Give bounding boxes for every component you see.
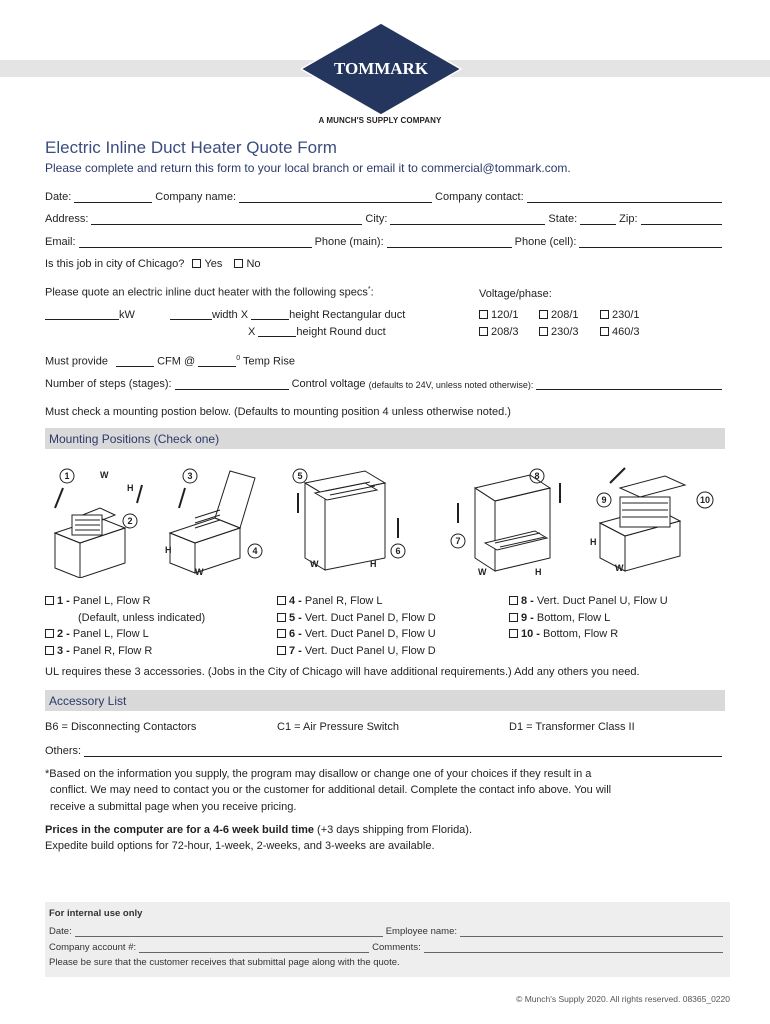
kw-label: kW [119,309,135,321]
mount-option-number: 7 - [289,645,302,657]
mount-option-number: 3 - [57,645,70,657]
mount-checkbox[interactable] [509,629,518,638]
mount-option-5[interactable] [277,612,436,624]
mount-option-text: Panel R, Flow R [72,645,153,657]
mount-option-8[interactable] [509,595,668,607]
others-row [45,743,725,757]
mount-checkbox[interactable] [45,596,54,605]
voltage-checkbox[interactable] [600,310,609,319]
phone-cell-field[interactable] [579,237,722,248]
voltage-option-2[interactable] [539,309,579,321]
internal-reminder: Please be sure that the customer receives that submittal page along with the quote. [49,957,400,968]
build-time-note [45,824,472,836]
steps-label: Number of steps (stages): [45,378,172,390]
diagram-number: 4 [252,546,258,556]
phone-main-label: Phone (main): [314,236,384,248]
voltage-checkbox[interactable] [600,327,609,336]
others-label: Others: [45,745,82,757]
mount-option-text: Panel L, Flow R [72,595,151,607]
temp-rise-label: Temp Rise [243,355,295,368]
control-voltage-note: (defaults to 24V, unless noted otherwise): [368,380,534,390]
mount-option-9[interactable] [509,612,610,624]
mount-option-text: Vert. Duct Panel U, Flow U [536,595,668,607]
company-account-field[interactable] [139,943,369,953]
company-name-label: Company name: [155,191,237,203]
mount-checkbox[interactable] [509,613,518,622]
voltage-label: Voltage/phase: [479,288,552,300]
copyright-footer: © Munch's Supply 2020. All rights reserved. 08365_0220 [516,994,730,1004]
comments-label: Comments: [372,942,421,953]
form-title: Electric Inline Duct Heater Quote Form [45,138,337,157]
mount-option-text: Vert. Duct Panel D, Flow U [304,628,436,640]
accessory-item: B6 = Disconnecting Contactors [45,721,197,733]
round-duct-row [248,326,386,338]
round-x-label: X [248,326,256,338]
voltage-checkbox[interactable] [479,327,488,336]
disclaimer-line-1: *Based on the information you supply, the program may disallow or change one of your choices if they result in a [45,768,592,780]
chicago-question-row [45,258,261,270]
kw-row [45,309,135,321]
internal-use-box [45,902,730,977]
mount-checkbox[interactable] [277,646,286,655]
email-field[interactable] [79,237,312,248]
internal-date-label: Date: [49,926,72,937]
mount-option-10[interactable] [509,628,618,640]
round-height-label: height Round duct [296,326,386,338]
chicago-question: Is this job in city of Chicago? [45,258,185,270]
internal-row-1 [49,921,726,937]
mount-option-text: Panel R, Flow L [304,595,383,607]
ul-requirements-note: UL requires these 3 accessories. (Jobs in the City of Chicago will have additional requirements.) Add any others you need. [45,666,640,678]
mount-option-text: Vert. Duct Panel U, Flow D [304,645,436,657]
mounting-diagram-1-2 [45,463,145,578]
mount-option-7[interactable] [277,645,436,657]
chicago-yes-label: Yes [204,258,223,270]
mount-option-number: 6 - [289,628,302,640]
voltage-checkbox[interactable] [479,310,488,319]
voltage-option-label: 230/3 [551,326,579,338]
diagram-h-label: H [127,483,134,493]
mount-checkbox[interactable] [45,646,54,655]
voltage-option-3[interactable] [600,309,640,321]
disclaimer-line-3: receive a submittal page when you receive pricing. [50,801,297,813]
mount-option-number: 4 - [289,595,302,607]
contact-row-2 [45,211,725,225]
accessory-item: C1 = Air Pressure Switch [277,721,399,733]
mounting-diagram-7-8 [450,463,575,578]
diagram-w-label: W [100,470,109,480]
email-label: Email: [45,236,76,248]
chicago-no-checkbox[interactable] [234,259,243,268]
build-time-bold: Prices in the computer are for a 4-6 week build time [45,824,314,836]
mounting-note: Must check a mounting postion below. (Defaults to mounting position 4 unless otherwise noted.) [45,406,511,418]
diagram-number: 2 [127,516,133,526]
accessory-item: D1 = Transformer Class II [509,721,635,733]
cfm-field[interactable] [116,356,154,367]
expedite-note: Expedite build options for 72-hour, 1-week, 2-weeks, and 3-weeks are available. [45,840,435,852]
diagram-number: 9 [601,495,607,505]
width-field[interactable] [170,309,212,320]
mount-checkbox[interactable] [509,596,518,605]
mounting-diagram-9-10 [590,463,720,578]
diagram-h-label: H [165,545,172,555]
form-subtitle: Please complete and return this form to your local branch or email it to commercial@tommark.com. [45,161,571,175]
employee-name-field[interactable] [460,927,723,937]
voltage-option-label: 208/1 [551,309,579,321]
specs-intro-colon: : [370,286,374,299]
chicago-yes-checkbox[interactable] [192,259,201,268]
kw-field[interactable] [45,309,119,320]
others-field[interactable] [84,746,722,757]
voltage-checkbox[interactable] [539,327,548,336]
phone-cell-label: Phone (cell): [514,236,577,248]
diagram-w-label: W [310,559,319,569]
diagram-number: 1 [64,471,70,481]
mount-option-text: Vert. Duct Panel D, Flow D [304,612,436,624]
mount-option-6[interactable] [277,628,436,640]
mount-checkbox[interactable] [277,613,286,622]
diagram-h-label: H [535,567,542,577]
voltage-option-label: 120/1 [491,309,519,321]
voltage-option-1[interactable] [479,309,519,321]
diagram-number: 5 [297,471,303,481]
temp-rise-field[interactable] [198,356,236,367]
mounting-diagram-3-4 [165,463,270,578]
mount-option-text: Bottom, Flow R [543,628,619,640]
mount-checkbox[interactable] [45,629,54,638]
build-time-rest: (+3 days shipping from Florida). [313,824,473,836]
voltage-checkbox[interactable] [539,310,548,319]
city-label: City: [365,213,388,225]
voltage-option-4[interactable] [479,326,519,338]
diagram-w-label: W [478,567,487,577]
control-voltage-field[interactable] [536,379,722,390]
address-field[interactable] [91,214,362,225]
voltage-option-label: 208/3 [491,326,519,338]
mount-option-number: 10 - [521,628,540,640]
accessory-section-header: Accessory List [45,690,725,711]
round-height-field[interactable] [258,326,296,337]
chicago-no-label: No [246,258,261,270]
diagram-w-label: W [615,563,624,573]
mount-option-text: Bottom, Flow L [536,612,611,624]
address-label: Address: [45,213,89,225]
specs-intro-mark: * [367,286,371,293]
mounting-section-header: Mounting Positions (Check one) [45,428,725,449]
mount-checkbox[interactable] [277,596,286,605]
mount-option-number: 9 - [521,612,534,624]
company-contact-label: Company contact: [435,191,524,203]
rect-height-field[interactable] [251,309,289,320]
voltage-option-5[interactable] [539,326,579,338]
mount-option-3[interactable] [45,645,152,657]
steps-row [45,376,725,390]
voltage-option-label: 230/1 [612,309,640,321]
diagram-h-label: H [370,559,377,569]
cfm-row [45,355,295,368]
phone-main-field[interactable] [387,237,512,248]
company-account-label: Company account #: [49,942,137,953]
diagram-number: 3 [187,471,193,481]
mount-checkbox[interactable] [277,629,286,638]
rect-height-label: height Rectangular duct [289,309,406,321]
comments-field[interactable] [424,943,723,953]
zip-field[interactable] [641,214,722,225]
mount-option-1[interactable] [45,595,151,607]
mount-option-1-note: (Default, unless indicated) [78,612,206,624]
voltage-option-label: 460/3 [612,326,640,338]
mount-option-number: 8 - [521,595,534,607]
internal-row-2 [49,937,726,953]
employee-name-label: Employee name: [385,926,458,937]
diagram-number: 8 [534,471,540,481]
tommark-logo [300,22,462,116]
company-name-field[interactable] [239,192,432,203]
mount-option-text: Panel L, Flow L [72,628,149,640]
control-voltage-label: Control voltage [291,378,366,390]
disclaimer-line-2: conflict. We may need to contact you or the customer for additional detail. Complete the contact info above. You will [50,784,612,796]
must-provide-label: Must provide [45,355,108,368]
diagram-number: 10 [699,495,711,505]
internal-heading: For internal use only [49,908,143,919]
logo-tagline: A MUNCH'S SUPPLY COMPANY [318,116,442,125]
city-field[interactable] [390,214,545,225]
state-field[interactable] [580,214,616,225]
mount-option-2[interactable] [45,628,149,640]
specs-intro-text: Please quote an electric inline duct heater with the following specs [45,286,368,299]
company-contact-field[interactable] [527,192,722,203]
contact-row-3 [45,234,725,248]
mount-option-number: 1 - [57,595,70,607]
logo-text: TOMMARK [333,59,429,78]
rect-duct-row [170,309,405,321]
contact-row-1 [45,189,725,203]
internal-date-field[interactable] [75,927,383,937]
diagram-number: 7 [455,536,461,546]
mounting-diagram-5-6 [285,463,410,578]
diagram-w-label: W [195,567,204,577]
date-field[interactable] [74,192,152,203]
voltage-option-6[interactable] [600,326,640,338]
cfm-label: CFM @ [157,355,196,368]
specs-intro [45,286,374,299]
steps-field[interactable] [175,379,289,390]
date-label: Date: [45,191,72,203]
zip-label: Zip: [619,213,638,225]
degree-mark: 0 [236,355,241,362]
width-label: width X [212,309,249,321]
diagram-h-label: H [590,537,597,547]
mount-option-number: 2 - [57,628,70,640]
mount-option-number: 5 - [289,612,302,624]
diagram-number: 6 [395,546,401,556]
mount-option-4[interactable] [277,595,383,607]
state-label: State: [548,213,578,225]
